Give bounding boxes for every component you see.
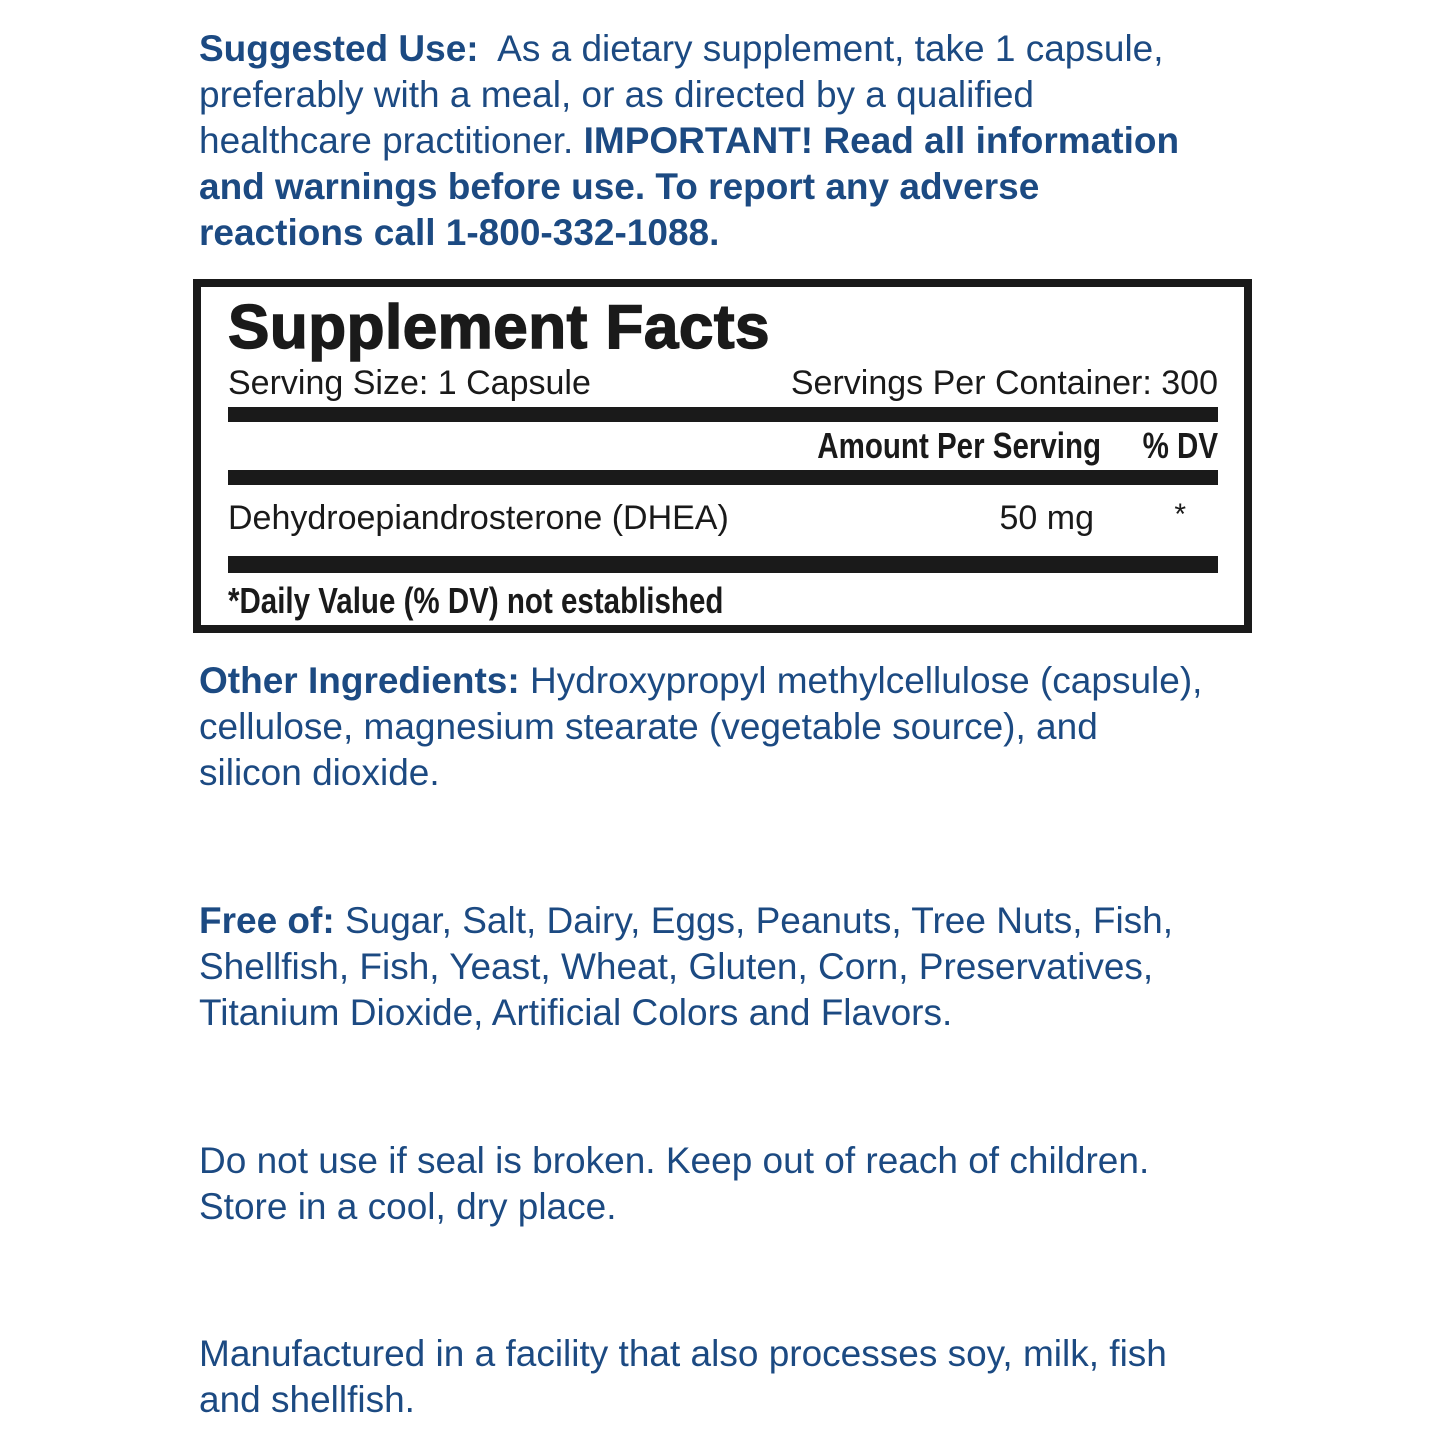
serving-size: Serving Size: 1 Capsule: [228, 364, 591, 402]
suggested-use-heading: Suggested Use:: [199, 28, 479, 69]
important-warning-3: reactions call 1-800-332-1088.: [199, 212, 720, 253]
other-ingredients-line-3: silicon dioxide.: [199, 752, 440, 793]
daily-value-header: % DV: [1142, 425, 1218, 466]
suggested-use-line-2: preferably with a meal, or as directed by a qualified: [199, 74, 1034, 115]
storage-line-1: Do not use if seal is broken. Keep out of reach of children.: [199, 1140, 1150, 1181]
free-of-heading: Free of:: [199, 900, 335, 941]
supplement-facts-panel: [193, 279, 1252, 633]
daily-value-footnote: *Daily Value (% DV) not established: [228, 580, 724, 621]
supplement-facts-title: Supplement Facts: [228, 293, 770, 362]
free-of-line-1: Free of: Sugar, Salt, Dairy, Eggs, Peanuts, Tree Nuts, Fish,: [199, 900, 1174, 941]
facility-line-2: and shellfish.: [199, 1379, 415, 1420]
facility-allergen-section: [199, 1331, 1167, 1423]
divider-bar: [228, 407, 1218, 422]
ingredient-daily-value: *: [1174, 498, 1186, 531]
free-of-section: [199, 898, 1173, 1036]
storage-line-2: Store in a cool, dry place.: [199, 1186, 617, 1227]
ingredient-name: Dehydroepiandrosterone (DHEA): [228, 499, 729, 537]
divider-bar: [228, 470, 1218, 485]
suggested-use-line-1: [199, 26, 1179, 72]
storage-warning-section: [199, 1138, 1149, 1230]
free-of-line-2: Shellfish, Fish, Yeast, Wheat, Gluten, Corn, Preservatives,: [199, 946, 1154, 987]
suggested-use-line-3: [199, 118, 1179, 164]
facility-line-1: Manufactured in a facility that also processes soy, milk, fish: [199, 1333, 1167, 1374]
servings-per-container: Servings Per Container: 300: [790, 364, 1218, 402]
ingredient-amount: 50 mg: [999, 499, 1094, 537]
amount-per-serving-header: Amount Per Serving: [817, 425, 1101, 466]
important-warning-2: and warnings before use. To report any adverse: [199, 166, 1040, 207]
free-of-line-3: Titanium Dioxide, Artificial Colors and Flavors.: [199, 992, 953, 1033]
important-warning-1: IMPORTANT! Read all information: [583, 120, 1180, 161]
other-ingredients-line-2: cellulose, magnesium stearate (vegetable source), and: [199, 706, 1098, 747]
suggested-use-text: As a dietary supplement, take 1 capsule,: [497, 28, 1164, 69]
suggested-use-text-3: healthcare practitioner.: [199, 120, 574, 161]
divider-bar: [228, 556, 1218, 573]
other-ingredients-heading: Other Ingredients:: [199, 660, 520, 701]
suggested-use-section: [199, 26, 1179, 256]
other-ingredients-line-1: Other Ingredients: Hydroxypropyl methylcellulose (capsule),: [199, 660, 1203, 701]
other-ingredients-section: [199, 658, 1202, 796]
